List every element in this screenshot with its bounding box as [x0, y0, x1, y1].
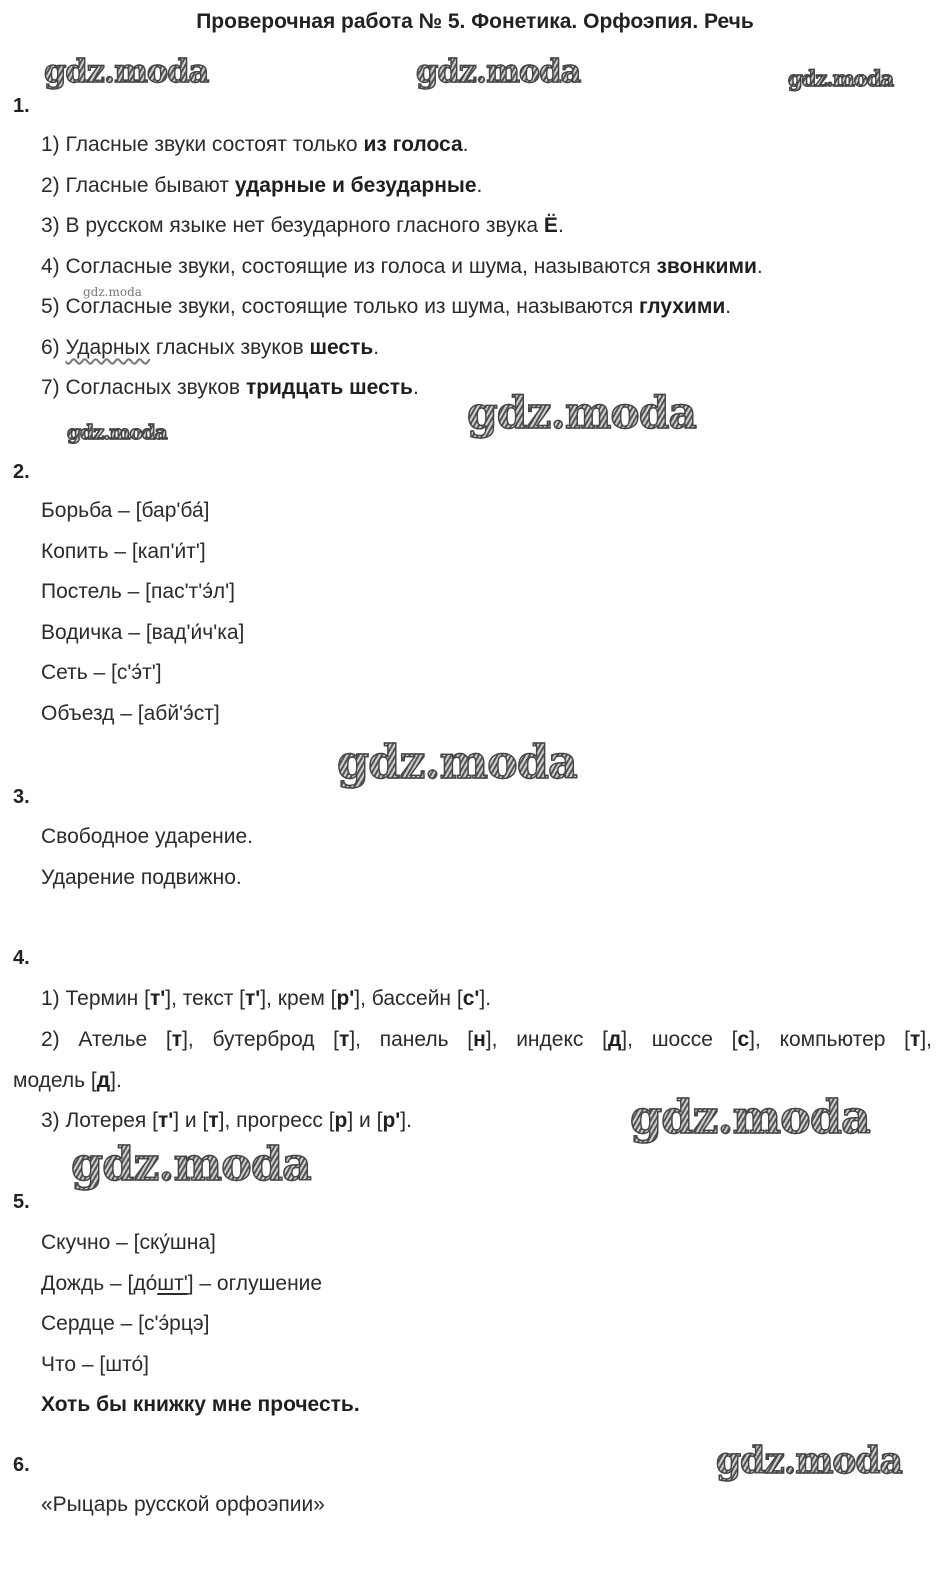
transcription-line: Объезд – [абй'э́ст] [41, 702, 220, 725]
section-number: 3. [13, 786, 30, 808]
answer-line: Ударение подвижно. [41, 866, 242, 889]
transcription-line: Постель – [пас'т'э́л'] [41, 580, 236, 603]
answer-line: 3) В русском языке нет безударного гласного звука Ё. [41, 214, 564, 237]
answer-line: 6) Ударных гласных звуков шесть. [41, 336, 380, 359]
transcription-line: Сеть – [с'э́т'] [41, 661, 162, 684]
answer-line: Свободное ударение. [41, 825, 253, 848]
answer-line: 5) Согласные звуки, состоящие только из шума, называются глухими. [41, 295, 732, 318]
section-number: 2. [13, 461, 30, 483]
answer-line: 2) Ателье [т], бутерброд [т], панель [н], индекс [д], шоссе [с], компьютер [т], [41, 1028, 932, 1051]
page-title: Проверочная работа № 5. Фонетика. Орфоэпия. Речь [196, 10, 754, 33]
answer-line: Хоть бы книжку мне прочесть. [41, 1393, 360, 1416]
section-number: 5. [13, 1191, 30, 1213]
transcription-line: Копить – [кап'и́т'] [41, 540, 206, 563]
transcription-line: Дождь – [до́шт'] – оглушение [41, 1272, 323, 1295]
section-number: 4. [13, 947, 30, 969]
watermark: gdz.moda [337, 735, 577, 789]
answer-line: модель [д]. [13, 1069, 122, 1092]
watermark: gdz.moda [83, 285, 142, 299]
answer-line: 4) Согласные звуки, состоящие из голоса и шума, называются звонкими. [41, 255, 763, 278]
spellcheck-underline: Ударных [65, 336, 151, 359]
watermark: gdz.moda [416, 52, 581, 90]
answer-line: 1) Гласные звуки состоят только из голоса. [41, 133, 469, 156]
watermark: gdz.moda [716, 1440, 902, 1482]
transcription-line: Борьба – [бар'ба́] [41, 499, 210, 522]
answer-line: 2) Гласные бывают ударные и безударные. [41, 174, 483, 197]
transcription-line: Водичка – [вад'и́ч'ка] [41, 621, 245, 644]
transcription-line: Сердце – [с'э́рцэ] [41, 1312, 210, 1335]
watermark: gdz.moda [71, 1137, 311, 1191]
answer-line: 1) Термин [т'], текст [т'], крем [р'], бассейн [с']. [41, 987, 492, 1010]
answer-line: «Рыцарь русской орфоэпии» [41, 1493, 325, 1516]
watermark: gdz.moda [630, 1090, 870, 1144]
watermark: gdz.moda [467, 388, 697, 439]
watermark: gdz.moda [788, 66, 894, 91]
watermark: gdz.moda [67, 420, 167, 444]
watermark: gdz.moda [44, 52, 209, 90]
transcription-line: Скучно – [ску́шна] [41, 1231, 216, 1254]
transcription-line: Что – [што́] [41, 1353, 149, 1376]
section-number: 6. [13, 1454, 30, 1476]
section-number: 1. [13, 95, 30, 117]
answer-line: 7) Согласных звуков тридцать шесть. [41, 376, 419, 399]
answer-line: 3) Лотерея [т'] и [т], прогресс [р] и [р']. [41, 1109, 412, 1132]
